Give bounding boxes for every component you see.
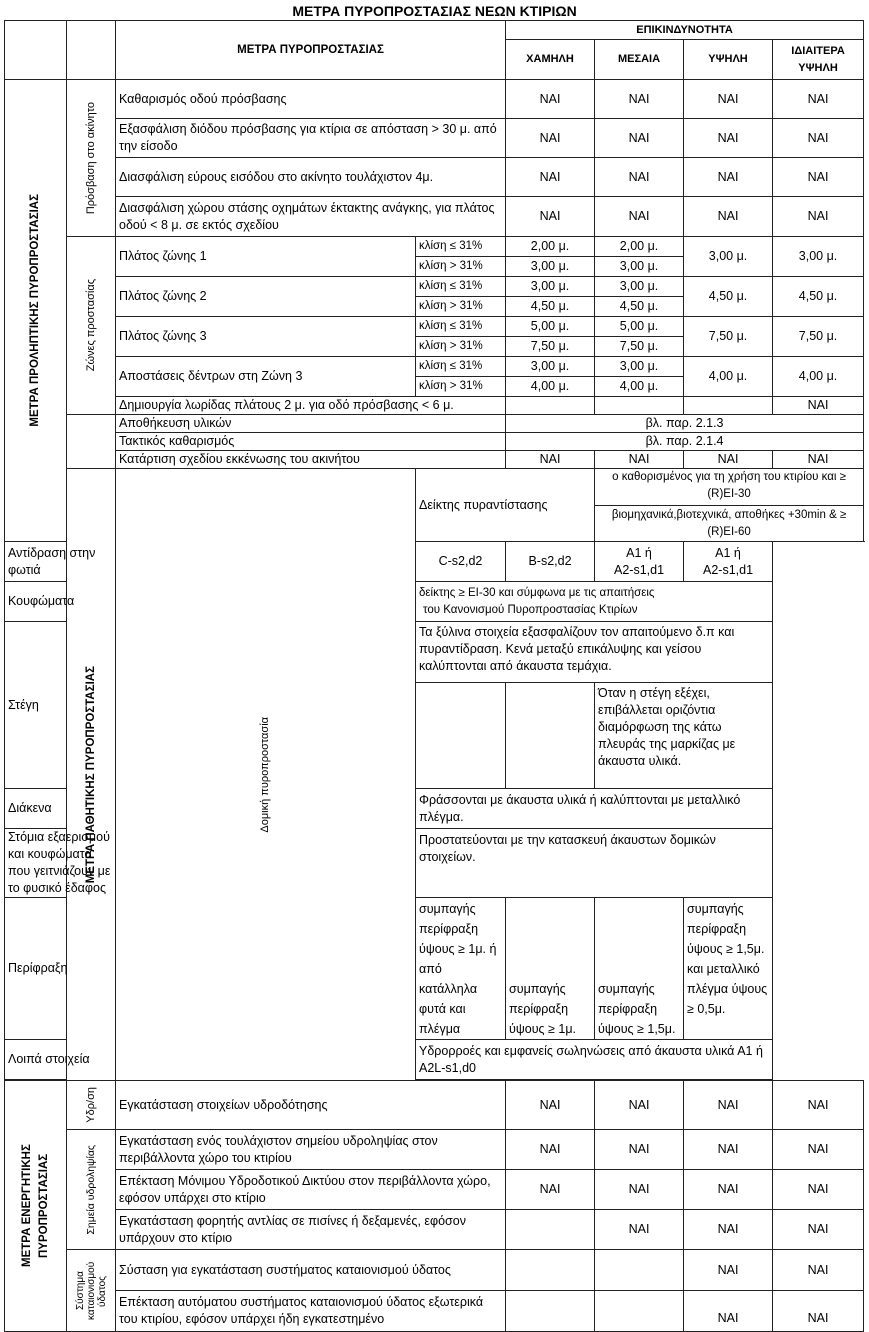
cell-yes: ΝΑΙ [684, 119, 773, 158]
cell-empty [506, 1210, 595, 1250]
row-label: Λοιπά στοιχεία [5, 1040, 116, 1080]
sub-water-points-cell [67, 1130, 116, 1250]
sub-access-cell [67, 80, 116, 237]
vents-value: Προστατεύονται με την κατασκευή άκαυστων δομικών στοιχείων. [416, 829, 773, 898]
zone-1-label: Πλάτος ζώνης 1 [116, 237, 416, 277]
cell-yes: ΝΑΙ [684, 1210, 773, 1250]
fence-medium: συμπαγής περίφραξη ύψους ≥ 1μ. [506, 898, 595, 1040]
sub-access: Πρόσβαση στο ακίνητο [84, 101, 97, 215]
cell-yes: ΝΑΙ [506, 119, 595, 158]
zone-value: 7,50 μ. [506, 337, 595, 357]
zone-value: 3,00 μ. [684, 237, 773, 277]
header-very-high: ΙΔΙΑΙΤΕΡΑ ΥΨΗΛΗ [773, 40, 864, 80]
cell-yes: ΝΑΙ [595, 1210, 684, 1250]
fence-high: συμπαγής περίφραξη ύψους ≥ 1,5μ. [595, 898, 684, 1040]
reaction-very-high [684, 542, 773, 582]
zone-value: 3,00 μ. [506, 277, 595, 297]
slope-le: κλίση ≤ 31% [416, 237, 506, 257]
cell-yes: ΝΑΙ [595, 451, 684, 469]
frames-value [416, 582, 773, 622]
cell-yes: ΝΑΙ [506, 197, 595, 237]
row-label: Αντίδραση στην φωτιά [5, 542, 116, 582]
row-label: Εγκατάσταση φορητής αντλίας σε πισίνες ή δεξαμενές, εφόσον υπάρχουν στο κτίριο [116, 1210, 506, 1250]
zone-value: 3,00 μ. [595, 357, 684, 377]
cell-yes: ΝΑΙ [506, 1130, 595, 1170]
sub-empty [67, 415, 116, 469]
reaction-medium: B-s2,d2 [506, 542, 595, 582]
cell-yes: ΝΑΙ [595, 1170, 684, 1210]
sub-zones-cell [67, 237, 116, 415]
zone-value: 3,00 μ. [506, 257, 595, 277]
cell-yes: ΝΑΙ [595, 119, 684, 158]
sub-sprinkler-cell [67, 1250, 116, 1332]
zone-value: 3,00 μ. [595, 257, 684, 277]
fire-resistance-v1: ο καθορισμένος για τη χρήση του κτιρίου και ≥ (R)EI-30 [612, 471, 846, 500]
frames-v2: του Κανονισμού Πυροπροστασίας Κτιρίων [423, 603, 638, 616]
zone-value: 7,50 μ. [595, 337, 684, 357]
zone-value: 4,00 μ. [684, 357, 773, 397]
storage-value: βλ. παρ. 2.1.3 [506, 415, 864, 433]
reaction-high [595, 542, 684, 582]
slope-gt: κλίση > 31% [416, 377, 506, 397]
row-label: Επέκταση Μόνιμου Υδροδοτικού Δικτύου στον περιβάλλοντα χώρο, εφόσον υπάρχει στο κτίριο [116, 1170, 506, 1210]
row-label: Διασφάλιση χώρου στάσης οχημάτων έκτακτης ανάγκης, για πλάτος οδού < 8 μ. σε εκτός σχεδίου [116, 197, 506, 237]
header-high: ΥΨΗΛΗ [684, 40, 773, 80]
zone-value: 3,00 μ. [506, 357, 595, 377]
cell-yes: ΝΑΙ [506, 158, 595, 197]
cell-yes: ΝΑΙ [506, 451, 595, 469]
cell-yes: ΝΑΙ [684, 80, 773, 119]
header-medium: ΜΕΣΑΙΑ [595, 40, 684, 80]
cell-yes: ΝΑΙ [773, 1291, 864, 1332]
group-preventive: ΜΕΤΡΑ ΠΡΟΛΗΠΤΙΚΗΣ ΠΥΡΟΠΡΟΣΤΑΣΙΑΣ [29, 194, 41, 427]
frames-v1: δείκτης ≥ ΕΙ-30 και σύμφωνα με τις απαιτήσεις [419, 586, 655, 599]
header-empty-2 [67, 21, 116, 80]
header-risk: ΕΠΙΚΙΝΔΥΝΟΤΗΤΑ [506, 21, 864, 40]
fence-low: συμπαγής περίφραξη ύψους ≥ 1μ. ή από κατάλληλα φυτά και πλέγμα [416, 898, 506, 1040]
slope-gt: κλίση > 31% [416, 337, 506, 357]
zone-value: 4,50 μ. [506, 297, 595, 317]
zone-3-label: Πλάτος ζώνης 3 [116, 317, 416, 357]
reaction-low: C-s2,d2 [416, 542, 506, 582]
cell-yes: ΝΑΙ [773, 1170, 864, 1210]
sub-zones: Ζώνες προστασίας [84, 279, 97, 372]
sub-hydrant-cell [67, 1081, 116, 1130]
zone-value: 5,00 μ. [595, 317, 684, 337]
cell-yes: ΝΑΙ [684, 1081, 773, 1130]
tree-distance-label: Αποστάσεις δέντρων στη Ζώνη 3 [116, 357, 416, 397]
slope-le: κλίση ≤ 31% [416, 357, 506, 377]
sub-hydrant: Υδρ/ση [84, 1087, 97, 1123]
row-label: Περίφραξη [5, 898, 116, 1040]
cell-yes: ΝΑΙ [684, 1170, 773, 1210]
zone-2-label: Πλάτος ζώνης 2 [116, 277, 416, 317]
cell-yes: ΝΑΙ [684, 158, 773, 197]
row-label: Τακτικός καθαρισμός [116, 433, 506, 451]
row-label: Σύσταση για εγκατάσταση συστήματος καταιονισμού ύδατος [116, 1250, 506, 1291]
cell-yes: ΝΑΙ [773, 158, 864, 197]
row-label: Αποθήκευση υλικών [116, 415, 506, 433]
zone-value: 7,50 μ. [684, 317, 773, 357]
cell-empty [506, 683, 595, 789]
cell-yes: ΝΑΙ [773, 1130, 864, 1170]
cell-yes: ΝΑΙ [684, 451, 773, 469]
zone-value: 5,00 μ. [506, 317, 595, 337]
cell-yes: ΝΑΙ [773, 1210, 864, 1250]
row-label: Κουφώματα [5, 582, 116, 622]
slope-le: κλίση ≤ 31% [416, 277, 506, 297]
cell-yes: ΝΑΙ [684, 1250, 773, 1291]
cell-empty [595, 397, 684, 415]
roof-value-1: Τα ξύλινα στοιχεία εξασφαλίζουν τον απαιτούμενο δ.π και πυραντίδραση. Κενά μεταξύ επικάλυψης και γείσου καλύπτονται από άκαυστα τεμάχια. [416, 622, 773, 683]
cell-yes: ΝΑΙ [684, 197, 773, 237]
gaps-value: Φράσσονται με άκαυστα υλικά ή καλύπτονται με μεταλλικό πλέγμα. [416, 789, 773, 829]
document-title: ΜΕΤΡΑ ΠΥΡΟΠΡΟΣΤΑΣΙΑΣ ΝΕΩΝ ΚΤΙΡΙΩΝ [292, 3, 577, 19]
zone-value: 4,50 μ. [595, 297, 684, 317]
cell-yes: ΝΑΙ [595, 80, 684, 119]
cell-empty [684, 397, 773, 415]
zone-value: 3,00 μ. [773, 237, 864, 277]
group-passive: ΜΕΤΡΑ ΠΑΘΗΤΙΚΗΣ ΠΥΡΟΠΡΟΣΤΑΣΙΑΣ [84, 665, 97, 884]
cell-yes: ΝΑΙ [773, 80, 864, 119]
cell-yes: ΝΑΙ [773, 1250, 864, 1291]
cell-yes: ΝΑΙ [684, 1130, 773, 1170]
cell-yes: ΝΑΙ [773, 1081, 864, 1130]
group-active-cell [5, 1081, 67, 1332]
header-measures: ΜΕΤΡΑ ΠΥΡΟΠΡΟΣΤΑΣΙΑΣ [116, 21, 506, 80]
row-label: Δημιουργία λωρίδας πλάτους 2 μ. για οδό πρόσβασης < 6 μ. [116, 397, 506, 415]
row-label: Καθαρισμός οδού πρόσβασης [116, 80, 506, 119]
cell-yes: ΝΑΙ [684, 1291, 773, 1332]
cell-yes: ΝΑΙ [773, 197, 864, 237]
fire-resistance-v2: βιομηχανικά,βιοτεχνικά, αποθήκες +30min & ≥ (R)EI-60 [595, 505, 863, 541]
cell-yes: ΝΑΙ [773, 119, 864, 158]
zone-value: 4,50 μ. [773, 277, 864, 317]
cell-empty [506, 397, 595, 415]
row-label: Διασφάλιση εύρους εισόδου στο ακίνητο τουλάχιστον 4μ. [116, 158, 506, 197]
row-label: Διάκενα [5, 789, 116, 829]
row-label: Επέκταση αυτόματου συστήματος καταιονισμού ύδατος εξωτερικά του κτιρίου, εφόσον υπάρχει ήδη εγκατεστημένο [116, 1291, 506, 1332]
cell-yes: ΝΑΙ [773, 397, 864, 415]
zone-value: 4,00 μ. [773, 357, 864, 397]
group-active: ΜΕΤΡΑ ΕΝΕΡΓΗΤΙΚΗΣ ΠΥΡΟΠΡΟΣΤΑΣΙΑΣ [20, 1144, 50, 1268]
fence-very-high: συμπαγής περίφραξη ύψους ≥ 1,5μ. και μεταλλικό πλέγμα ύψους ≥ 0,5μ. [684, 898, 773, 1040]
reaction-line: A2-s1,d1 [703, 562, 754, 577]
row-label: Στέγη [5, 622, 116, 789]
sub-structural-cell [116, 469, 416, 1081]
fire-resistance-value [595, 469, 864, 542]
cell-empty [595, 1250, 684, 1291]
cell-yes: ΝΑΙ [506, 1170, 595, 1210]
cell-empty [416, 683, 506, 789]
group-preventive-cell [5, 80, 67, 542]
header-empty-1 [5, 21, 67, 80]
zone-value: 4,00 μ. [595, 377, 684, 397]
zone-value: 4,00 μ. [506, 377, 595, 397]
row-label: Κατάρτιση σχεδίου εκκένωσης του ακινήτου [116, 451, 506, 469]
cell-yes: ΝΑΙ [595, 1130, 684, 1170]
sub-sprinkler: Σύστημα καταιονισμού ύδατος [74, 1261, 108, 1320]
reaction-line: A2-s1,d1 [614, 562, 665, 577]
slope-gt: κλίση > 31% [416, 257, 506, 277]
zone-value: 2,00 μ. [595, 237, 684, 257]
other-value: Υδρορροές και εμφανείς σωληνώσεις από άκαυστα υλικά Α1 ή A2L-s1,d0 [416, 1040, 773, 1080]
cell-empty [506, 1291, 595, 1332]
zone-value: 2,00 μ. [506, 237, 595, 257]
row-label: Εγκατάσταση στοιχείων υδροδότησης [116, 1081, 506, 1130]
row-label: Εξασφάλιση διόδου πρόσβασης για κτίρια σε απόσταση > 30 μ. από την είσοδο [116, 119, 506, 158]
fire-protection-table [4, 20, 864, 1332]
zone-value: 7,50 μ. [773, 317, 864, 357]
row-label: Δείκτης πυραντίστασης [416, 469, 595, 542]
cell-yes: ΝΑΙ [506, 1081, 595, 1130]
sub-water-points: Σημεία υδροληψίας [84, 1144, 97, 1235]
row-label: Εγκατάσταση ενός τουλάχιστον σημείου υδροληψίας στον περιβάλλοντα χώρο του κτιρίου [116, 1130, 506, 1170]
reaction-line: A1 ή [626, 545, 652, 560]
roof-value-2: Όταν η στέγη εξέχει, επιβάλλεται οριζόντια διαμόρφωση της κάτω πλευράς της μαρκίζας με άκαυστα υλικά. [595, 683, 773, 789]
cleaning-value: βλ. παρ. 2.1.4 [506, 433, 864, 451]
cell-empty [595, 1291, 684, 1332]
header-low: ΧΑΜΗΛΗ [506, 40, 595, 80]
cell-yes: ΝΑΙ [595, 1081, 684, 1130]
sub-structural: Δομική πυροπροστασία [259, 716, 271, 833]
row-label: Στόμια εξαερισμού και κουφώματα που γειτνιάζουν με το φυσικό έδαφος [5, 829, 116, 898]
cell-yes: ΝΑΙ [773, 451, 864, 469]
cell-yes: ΝΑΙ [595, 197, 684, 237]
reaction-line: A1 ή [715, 545, 741, 560]
cell-yes: ΝΑΙ [595, 158, 684, 197]
slope-gt: κλίση > 31% [416, 297, 506, 317]
cell-yes: ΝΑΙ [506, 80, 595, 119]
zone-value: 3,00 μ. [595, 277, 684, 297]
slope-le: κλίση ≤ 31% [416, 317, 506, 337]
cell-empty [506, 1250, 595, 1291]
zone-value: 4,50 μ. [684, 277, 773, 317]
